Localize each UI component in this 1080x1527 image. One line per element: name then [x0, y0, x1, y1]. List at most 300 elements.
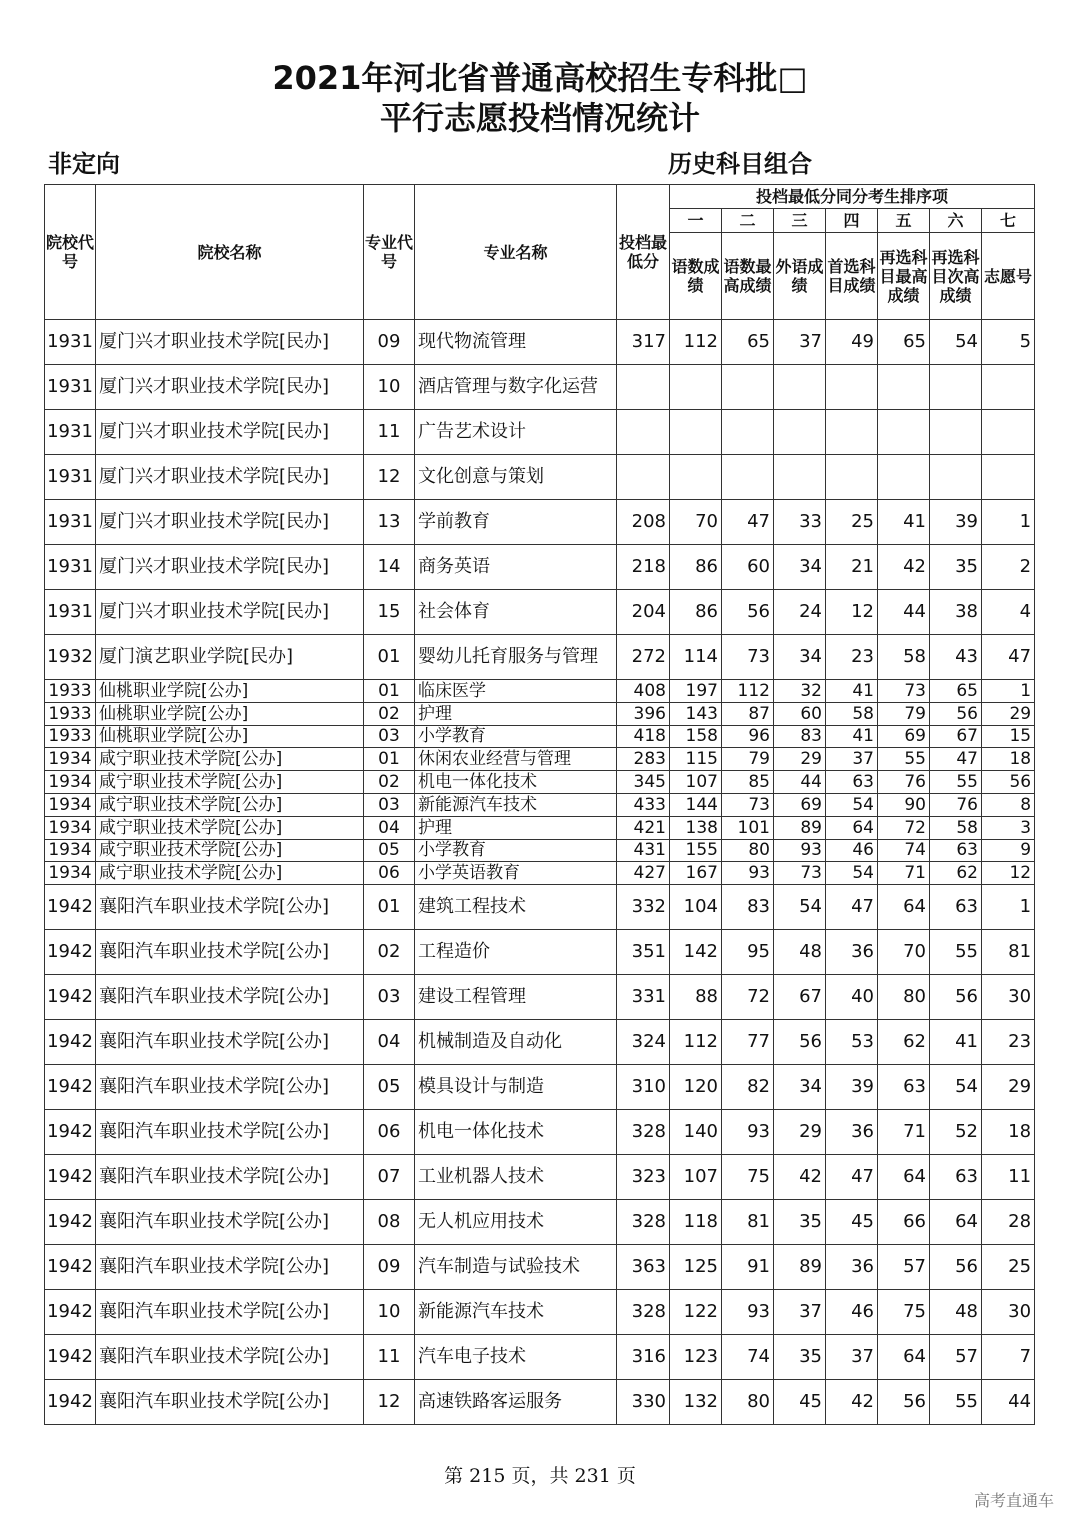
table-row: [45, 320, 1035, 365]
table-row: [45, 590, 1035, 635]
tie-value-cell-4: 41: [826, 680, 878, 703]
tie-value-cell-1: [670, 410, 722, 455]
major-name-cell: 现代物流管理: [415, 320, 617, 365]
tie-value-cell-1: 123: [670, 1335, 722, 1380]
tie-value-cell-4: 40: [826, 975, 878, 1020]
tie-value-cell-7: 4: [982, 590, 1035, 635]
tie-value-cell-5: 41: [878, 500, 930, 545]
school-name-cell: 仙桃职业学院[公办]: [96, 725, 364, 748]
tie-value-cell-6: 56: [930, 975, 982, 1020]
tie-value-cell-5: 71: [878, 862, 930, 885]
tie-value-cell-2: 112: [722, 680, 774, 703]
school-code-cell: 1934: [45, 771, 96, 794]
min-score-cell: 427: [617, 862, 670, 885]
tie-value-cell-5: 62: [878, 1020, 930, 1065]
min-score-cell: 323: [617, 1155, 670, 1200]
tie-value-cell-7: 29: [982, 702, 1035, 725]
tie-value-cell-6: 41: [930, 1020, 982, 1065]
major-code-cell: 05: [364, 1065, 415, 1110]
tie-value-cell-3: 54: [774, 885, 826, 930]
major-name-cell: 无人机应用技术: [415, 1200, 617, 1245]
header-order-7: 七: [982, 209, 1035, 233]
tie-value-cell-5: [878, 455, 930, 500]
major-code-cell: 15: [364, 590, 415, 635]
school-name-cell: 襄阳汽车职业技术学院[公办]: [96, 975, 364, 1020]
tie-value-cell-1: 115: [670, 748, 722, 771]
major-code-cell: 01: [364, 635, 415, 680]
tie-value-cell-6: 55: [930, 1380, 982, 1425]
tie-value-cell-2: 80: [722, 839, 774, 862]
tie-value-cell-6: 56: [930, 702, 982, 725]
major-code-cell: 03: [364, 793, 415, 816]
tie-value-cell-1: 86: [670, 590, 722, 635]
tie-value-cell-2: 82: [722, 1065, 774, 1110]
tie-value-cell-2: [722, 365, 774, 410]
tie-value-cell-6: 63: [930, 885, 982, 930]
tie-value-cell-2: 93: [722, 1290, 774, 1335]
tie-value-cell-3: [774, 455, 826, 500]
school-name-cell: 襄阳汽车职业技术学院[公办]: [96, 1335, 364, 1380]
tie-value-cell-3: 73: [774, 862, 826, 885]
tie-value-cell-6: [930, 455, 982, 500]
tie-value-cell-7: 28: [982, 1200, 1035, 1245]
major-code-cell: 12: [364, 1380, 415, 1425]
tie-value-cell-2: [722, 410, 774, 455]
school-code-cell: 1931: [45, 410, 96, 455]
table-row: [45, 1290, 1035, 1335]
school-name-cell: 襄阳汽车职业技术学院[公办]: [96, 1200, 364, 1245]
tie-value-cell-4: 23: [826, 635, 878, 680]
tie-value-cell-1: 70: [670, 500, 722, 545]
min-score-cell: [617, 410, 670, 455]
tie-value-cell-1: 88: [670, 975, 722, 1020]
tie-value-cell-4: 46: [826, 839, 878, 862]
tie-value-cell-1: 120: [670, 1065, 722, 1110]
tie-value-cell-5: 71: [878, 1110, 930, 1155]
major-name-cell: 建筑工程技术: [415, 885, 617, 930]
min-score-cell: 328: [617, 1200, 670, 1245]
tie-value-cell-3: [774, 410, 826, 455]
school-code-cell: 1942: [45, 1245, 96, 1290]
school-name-cell: 襄阳汽车职业技术学院[公办]: [96, 1380, 364, 1425]
table-row: [45, 839, 1035, 862]
table-row: [45, 748, 1035, 771]
tie-value-cell-2: 60: [722, 545, 774, 590]
school-code-cell: 1931: [45, 545, 96, 590]
tie-value-cell-2: 56: [722, 590, 774, 635]
major-name-cell: 小学教育: [415, 725, 617, 748]
header-major-code: 专业代号: [364, 185, 415, 320]
tie-value-cell-1: 132: [670, 1380, 722, 1425]
school-code-cell: 1942: [45, 885, 96, 930]
tie-value-cell-7: 23: [982, 1020, 1035, 1065]
tie-value-cell-1: 104: [670, 885, 722, 930]
tie-value-cell-5: 55: [878, 748, 930, 771]
tie-value-cell-5: 90: [878, 793, 930, 816]
major-name-cell: 新能源汽车技术: [415, 793, 617, 816]
tie-value-cell-7: 5: [982, 320, 1035, 365]
major-name-cell: 休闲农业经营与管理: [415, 748, 617, 771]
tie-value-cell-7: 8: [982, 793, 1035, 816]
tie-value-cell-1: 118: [670, 1200, 722, 1245]
tie-value-cell-3: 69: [774, 793, 826, 816]
major-code-cell: 06: [364, 1110, 415, 1155]
major-name-cell: 商务英语: [415, 545, 617, 590]
table-row: [45, 725, 1035, 748]
header-item-5: 再选科目最高成绩: [878, 233, 930, 320]
table-row: [45, 1065, 1035, 1110]
school-name-cell: 厦门演艺职业学院[民办]: [96, 635, 364, 680]
tie-value-cell-3: 37: [774, 1290, 826, 1335]
major-name-cell: 临床医学: [415, 680, 617, 703]
table-row: [45, 545, 1035, 590]
major-code-cell: 13: [364, 500, 415, 545]
tie-value-cell-7: 12: [982, 862, 1035, 885]
school-code-cell: 1942: [45, 1110, 96, 1155]
table-row: [45, 771, 1035, 794]
school-name-cell: 厦门兴才职业技术学院[民办]: [96, 365, 364, 410]
major-name-cell: 机电一体化技术: [415, 771, 617, 794]
school-code-cell: 1942: [45, 1155, 96, 1200]
tie-value-cell-2: 81: [722, 1200, 774, 1245]
school-name-cell: 咸宁职业技术学院[公办]: [96, 839, 364, 862]
table-row: [45, 635, 1035, 680]
tie-value-cell-6: 54: [930, 1065, 982, 1110]
tie-value-cell-6: 76: [930, 793, 982, 816]
major-code-cell: 09: [364, 1245, 415, 1290]
tie-value-cell-2: 96: [722, 725, 774, 748]
major-name-cell: 工程造价: [415, 930, 617, 975]
tie-value-cell-6: 39: [930, 500, 982, 545]
school-name-cell: 襄阳汽车职业技术学院[公办]: [96, 930, 364, 975]
tie-value-cell-7: 44: [982, 1380, 1035, 1425]
tie-value-cell-7: 25: [982, 1245, 1035, 1290]
tie-value-cell-3: 33: [774, 500, 826, 545]
tie-value-cell-1: 114: [670, 635, 722, 680]
header-item-6: 再选科目次高成绩: [930, 233, 982, 320]
tie-value-cell-4: 25: [826, 500, 878, 545]
tie-value-cell-1: 125: [670, 1245, 722, 1290]
major-name-cell: 护理: [415, 702, 617, 725]
tie-value-cell-7: 29: [982, 1065, 1035, 1110]
tie-value-cell-7: 9: [982, 839, 1035, 862]
tie-value-cell-7: 56: [982, 771, 1035, 794]
tie-value-cell-4: 49: [826, 320, 878, 365]
school-code-cell: 1933: [45, 725, 96, 748]
tie-value-cell-4: 37: [826, 1335, 878, 1380]
tie-value-cell-1: 107: [670, 1155, 722, 1200]
school-code-cell: 1933: [45, 680, 96, 703]
tie-value-cell-5: 65: [878, 320, 930, 365]
school-code-cell: 1933: [45, 702, 96, 725]
tie-value-cell-7: 30: [982, 1290, 1035, 1335]
tie-value-cell-7: 18: [982, 748, 1035, 771]
tie-value-cell-5: 66: [878, 1200, 930, 1245]
tie-value-cell-1: [670, 455, 722, 500]
school-name-cell: 襄阳汽车职业技术学院[公办]: [96, 1155, 364, 1200]
min-score-cell: 332: [617, 885, 670, 930]
tie-value-cell-7: 18: [982, 1110, 1035, 1155]
tie-value-cell-7: 11: [982, 1155, 1035, 1200]
tie-value-cell-5: 64: [878, 1155, 930, 1200]
tie-value-cell-1: 122: [670, 1290, 722, 1335]
min-score-cell: 204: [617, 590, 670, 635]
min-score-cell: 363: [617, 1245, 670, 1290]
major-name-cell: 护理: [415, 816, 617, 839]
tie-value-cell-2: 47: [722, 500, 774, 545]
tie-value-cell-7: 1: [982, 680, 1035, 703]
tie-value-cell-2: 75: [722, 1155, 774, 1200]
tie-value-cell-3: 34: [774, 635, 826, 680]
tie-value-cell-3: 42: [774, 1155, 826, 1200]
school-name-cell: 咸宁职业技术学院[公办]: [96, 793, 364, 816]
min-score-cell: 218: [617, 545, 670, 590]
header-item-3: 外语成绩: [774, 233, 826, 320]
tie-value-cell-6: 65: [930, 680, 982, 703]
school-code-cell: 1934: [45, 793, 96, 816]
major-name-cell: 学前教育: [415, 500, 617, 545]
major-name-cell: 工业机器人技术: [415, 1155, 617, 1200]
tie-value-cell-2: 93: [722, 1110, 774, 1155]
tie-value-cell-1: 112: [670, 320, 722, 365]
tie-value-cell-5: 56: [878, 1380, 930, 1425]
major-code-cell: 12: [364, 455, 415, 500]
school-code-cell: 1931: [45, 500, 96, 545]
tie-value-cell-2: 73: [722, 635, 774, 680]
major-name-cell: 社会体育: [415, 590, 617, 635]
school-code-cell: 1934: [45, 748, 96, 771]
tie-value-cell-3: 29: [774, 748, 826, 771]
table-row: [45, 1020, 1035, 1065]
tie-value-cell-5: 70: [878, 930, 930, 975]
tie-value-cell-3: 89: [774, 1245, 826, 1290]
min-score-cell: 396: [617, 702, 670, 725]
school-code-cell: 1931: [45, 455, 96, 500]
tie-value-cell-6: 62: [930, 862, 982, 885]
major-name-cell: 小学英语教育: [415, 862, 617, 885]
header-item-7: 志愿号: [982, 233, 1035, 320]
tie-value-cell-3: 83: [774, 725, 826, 748]
min-score-cell: 328: [617, 1110, 670, 1155]
school-name-cell: 襄阳汽车职业技术学院[公办]: [96, 1245, 364, 1290]
school-code-cell: 1934: [45, 839, 96, 862]
major-code-cell: 03: [364, 725, 415, 748]
tie-value-cell-5: 69: [878, 725, 930, 748]
tie-value-cell-5: 79: [878, 702, 930, 725]
tie-value-cell-1: 142: [670, 930, 722, 975]
table-row: [45, 885, 1035, 930]
tie-value-cell-5: 75: [878, 1290, 930, 1335]
table-row: [45, 1155, 1035, 1200]
major-name-cell: 机械制造及自动化: [415, 1020, 617, 1065]
tie-value-cell-1: [670, 365, 722, 410]
tie-value-cell-5: 72: [878, 816, 930, 839]
tie-value-cell-1: 138: [670, 816, 722, 839]
table-row: [45, 455, 1035, 500]
major-name-cell: 汽车电子技术: [415, 1335, 617, 1380]
tie-value-cell-3: 89: [774, 816, 826, 839]
tie-value-cell-4: 47: [826, 885, 878, 930]
category-label-right: 历史科目组合: [668, 150, 812, 178]
tie-value-cell-2: 73: [722, 793, 774, 816]
tie-value-cell-5: [878, 365, 930, 410]
school-name-cell: 厦门兴才职业技术学院[民办]: [96, 320, 364, 365]
major-code-cell: 11: [364, 1335, 415, 1380]
min-score-cell: 310: [617, 1065, 670, 1110]
tie-value-cell-3: 48: [774, 930, 826, 975]
min-score-cell: 433: [617, 793, 670, 816]
tie-value-cell-7: 3: [982, 816, 1035, 839]
tie-value-cell-7: 1: [982, 500, 1035, 545]
min-score-cell: 351: [617, 930, 670, 975]
major-name-cell: 机电一体化技术: [415, 1110, 617, 1155]
school-name-cell: 仙桃职业学院[公办]: [96, 702, 364, 725]
tie-value-cell-2: 83: [722, 885, 774, 930]
table-row: [45, 365, 1035, 410]
table-row: [45, 862, 1035, 885]
school-name-cell: 咸宁职业技术学院[公办]: [96, 862, 364, 885]
tie-value-cell-6: [930, 365, 982, 410]
tie-value-cell-7: [982, 365, 1035, 410]
tie-value-cell-6: 48: [930, 1290, 982, 1335]
header-order-5: 五: [878, 209, 930, 233]
tie-value-cell-5: 73: [878, 680, 930, 703]
school-code-cell: 1942: [45, 930, 96, 975]
header-order-3: 三: [774, 209, 826, 233]
school-code-cell: 1934: [45, 862, 96, 885]
major-code-cell: 07: [364, 1155, 415, 1200]
major-code-cell: 01: [364, 748, 415, 771]
tie-value-cell-4: 53: [826, 1020, 878, 1065]
tie-value-cell-2: [722, 455, 774, 500]
tie-value-cell-2: 77: [722, 1020, 774, 1065]
tie-value-cell-2: 91: [722, 1245, 774, 1290]
tie-value-cell-6: 47: [930, 748, 982, 771]
school-name-cell: 仙桃职业学院[公办]: [96, 680, 364, 703]
school-code-cell: 1942: [45, 1335, 96, 1380]
school-code-cell: 1931: [45, 590, 96, 635]
tie-value-cell-6: 52: [930, 1110, 982, 1155]
tie-value-cell-4: 39: [826, 1065, 878, 1110]
header-item-4: 首选科目成绩: [826, 233, 878, 320]
school-code-cell: 1942: [45, 1380, 96, 1425]
tie-value-cell-5: [878, 410, 930, 455]
table-row: [45, 1200, 1035, 1245]
tie-value-cell-1: 158: [670, 725, 722, 748]
tie-value-cell-2: 65: [722, 320, 774, 365]
major-name-cell: 建设工程管理: [415, 975, 617, 1020]
tie-value-cell-6: 43: [930, 635, 982, 680]
school-name-cell: 襄阳汽车职业技术学院[公办]: [96, 885, 364, 930]
tie-value-cell-4: 42: [826, 1380, 878, 1425]
tie-value-cell-2: 79: [722, 748, 774, 771]
tie-value-cell-5: 64: [878, 1335, 930, 1380]
table-row: [45, 1245, 1035, 1290]
table-row: [45, 680, 1035, 703]
tie-value-cell-7: 15: [982, 725, 1035, 748]
tie-value-cell-4: 36: [826, 930, 878, 975]
school-name-cell: 襄阳汽车职业技术学院[公办]: [96, 1290, 364, 1335]
table-row: [45, 975, 1035, 1020]
major-name-cell: 酒店管理与数字化运营: [415, 365, 617, 410]
major-code-cell: 09: [364, 320, 415, 365]
major-name-cell: 高速铁路客运服务: [415, 1380, 617, 1425]
major-code-cell: 05: [364, 839, 415, 862]
header-item-1: 语数成绩: [670, 233, 722, 320]
tie-value-cell-2: 87: [722, 702, 774, 725]
header-min-score: 投档最低分: [617, 185, 670, 320]
tie-value-cell-3: [774, 365, 826, 410]
school-name-cell: 厦门兴才职业技术学院[民办]: [96, 590, 364, 635]
school-code-cell: 1934: [45, 816, 96, 839]
header-item-2: 语数最高成绩: [722, 233, 774, 320]
min-score-cell: 328: [617, 1290, 670, 1335]
min-score-cell: 431: [617, 839, 670, 862]
tie-value-cell-4: 45: [826, 1200, 878, 1245]
watermark: 高考直通车: [973, 1491, 1054, 1510]
tie-value-cell-6: 55: [930, 930, 982, 975]
tie-value-cell-6: [930, 410, 982, 455]
tie-value-cell-6: 57: [930, 1335, 982, 1380]
tie-value-cell-6: 63: [930, 1155, 982, 1200]
tie-value-cell-3: 34: [774, 1065, 826, 1110]
page-footer: 第 215 页，共 231 页: [444, 1465, 636, 1487]
tie-value-cell-3: 32: [774, 680, 826, 703]
tie-value-cell-1: 144: [670, 793, 722, 816]
table-row: [45, 1335, 1035, 1380]
min-score-cell: 408: [617, 680, 670, 703]
min-score-cell: 324: [617, 1020, 670, 1065]
tie-value-cell-3: 37: [774, 320, 826, 365]
school-code-cell: 1932: [45, 635, 96, 680]
tie-value-cell-7: [982, 410, 1035, 455]
tie-value-cell-4: 47: [826, 1155, 878, 1200]
major-code-cell: 06: [364, 862, 415, 885]
major-code-cell: 02: [364, 771, 415, 794]
tie-value-cell-4: 54: [826, 793, 878, 816]
major-code-cell: 10: [364, 365, 415, 410]
tie-value-cell-7: [982, 455, 1035, 500]
tie-value-cell-3: 24: [774, 590, 826, 635]
major-code-cell: 14: [364, 545, 415, 590]
tie-value-cell-5: 80: [878, 975, 930, 1020]
table-row: [45, 702, 1035, 725]
school-name-cell: 襄阳汽车职业技术学院[公办]: [96, 1020, 364, 1065]
tie-value-cell-4: 21: [826, 545, 878, 590]
major-code-cell: 01: [364, 680, 415, 703]
tie-value-cell-4: [826, 410, 878, 455]
min-score-cell: 316: [617, 1335, 670, 1380]
min-score-cell: 331: [617, 975, 670, 1020]
tie-value-cell-6: 63: [930, 839, 982, 862]
tie-value-cell-6: 64: [930, 1200, 982, 1245]
tie-value-cell-3: 35: [774, 1200, 826, 1245]
tie-value-cell-3: 60: [774, 702, 826, 725]
school-name-cell: 咸宁职业技术学院[公办]: [96, 771, 364, 794]
school-code-cell: 1942: [45, 1020, 96, 1065]
tie-value-cell-1: 86: [670, 545, 722, 590]
category-label-left: 非定向: [48, 150, 120, 178]
tie-value-cell-1: 167: [670, 862, 722, 885]
table-row: [45, 793, 1035, 816]
tie-value-cell-6: 54: [930, 320, 982, 365]
major-code-cell: 02: [364, 702, 415, 725]
tie-value-cell-5: 63: [878, 1065, 930, 1110]
tie-value-cell-5: 76: [878, 771, 930, 794]
school-code-cell: 1942: [45, 1200, 96, 1245]
tie-value-cell-4: 41: [826, 725, 878, 748]
tie-value-cell-2: 72: [722, 975, 774, 1020]
